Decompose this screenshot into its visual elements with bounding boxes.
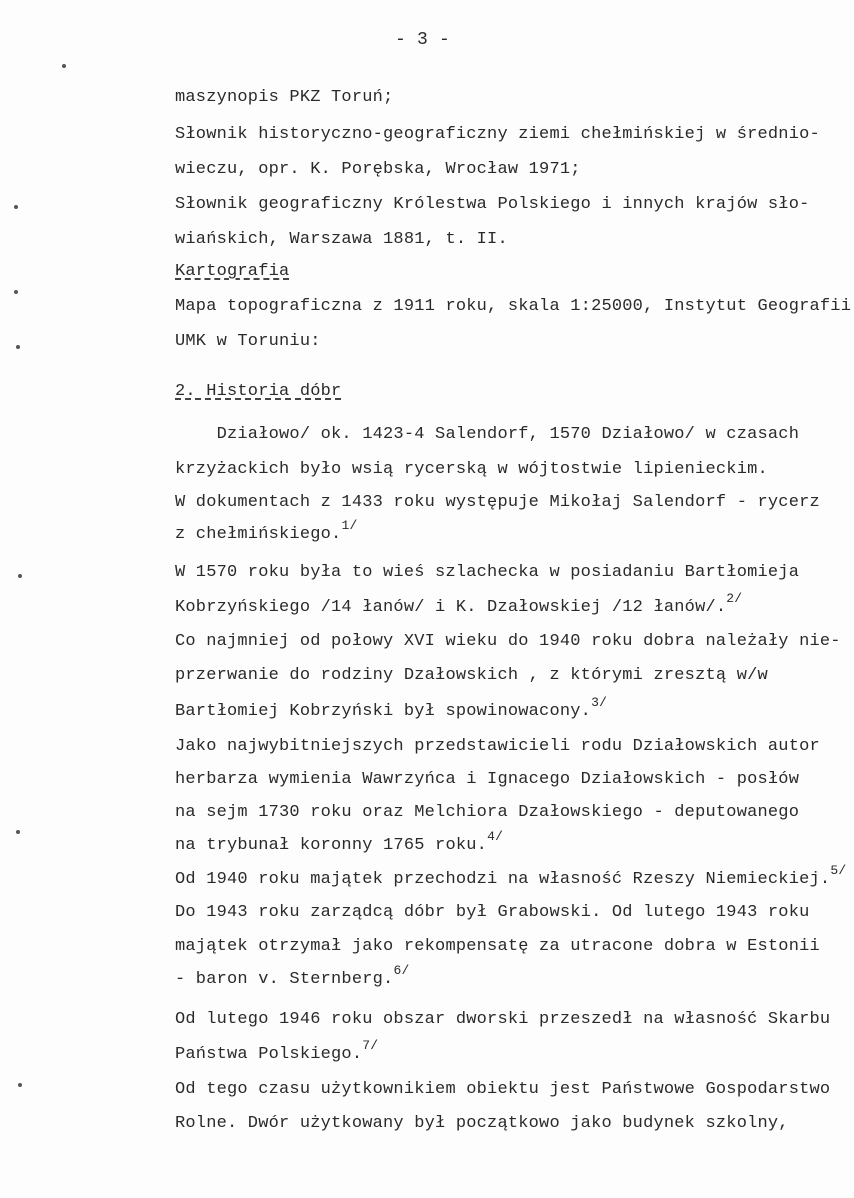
text-line bbox=[175, 770, 799, 790]
text-line bbox=[175, 737, 820, 757]
line-text: Od 1940 roku majątek przechodzi na własność Rzeszy Niemieckiej. bbox=[175, 870, 831, 889]
text-line bbox=[175, 963, 410, 990]
line-text: na trybunał koronny 1765 roku. bbox=[175, 836, 488, 855]
line-text: z chełmińskiego. bbox=[175, 525, 342, 544]
margin-mark bbox=[18, 574, 22, 578]
line-text: Rolne. Dwór użytkowany był początkowo jako budynek szkolny, bbox=[175, 1114, 789, 1133]
text-line bbox=[175, 425, 799, 445]
line-text: - baron v. Sternberg. bbox=[175, 970, 394, 989]
text-line bbox=[175, 695, 608, 722]
line-text: majątek otrzymał jako rekompensatę za utracone dobra w Estonii bbox=[175, 937, 820, 956]
line-text: maszynopis PKZ Toruń; bbox=[175, 88, 394, 107]
line-text: wieczu, opr. K. Porębska, Wrocław 1971; bbox=[175, 160, 581, 179]
text-line bbox=[175, 563, 799, 583]
text-line bbox=[175, 460, 768, 480]
margin-mark bbox=[14, 205, 18, 209]
text-line bbox=[175, 1080, 830, 1100]
footnote-ref: 3/ bbox=[591, 695, 608, 710]
line-text: Od tego czasu użytkownikiem obiektu jest Państwowe Gospodarstwo bbox=[175, 1080, 831, 1099]
line-text: Działowo/ ok. 1423-4 Salendorf, 1570 Działowo/ w czasach bbox=[175, 425, 800, 444]
text-line bbox=[175, 493, 820, 513]
text-line bbox=[175, 332, 321, 352]
text-line bbox=[175, 195, 810, 215]
footnote-ref: 2/ bbox=[726, 591, 743, 606]
text-line bbox=[175, 829, 504, 856]
section-heading bbox=[175, 262, 289, 282]
line-text: Od lutego 1946 roku obszar dworski przeszedł na własność Skarbu bbox=[175, 1010, 831, 1029]
text-line bbox=[175, 1038, 379, 1065]
text-line bbox=[175, 230, 508, 250]
text-line bbox=[175, 297, 851, 317]
text-line bbox=[175, 88, 393, 108]
line-text: Bartłomiej Kobrzyński był spowinowacony. bbox=[175, 702, 592, 721]
line-text: Do 1943 roku zarządcą dóbr był Grabowski. Od lutego 1943 roku bbox=[175, 903, 810, 922]
line-text: Kartografia bbox=[175, 262, 290, 281]
line-text: wiańskich, Warszawa 1881, t. II. bbox=[175, 230, 508, 249]
margin-mark bbox=[18, 1083, 22, 1087]
text-line bbox=[175, 1010, 830, 1030]
text-line bbox=[175, 125, 820, 145]
line-text: przerwanie do rodziny Dzałowskich , z którymi zresztą w/w bbox=[175, 666, 768, 685]
page-number: - 3 - bbox=[395, 30, 451, 50]
line-text: UMK w Toruniu: bbox=[175, 332, 321, 351]
text-line bbox=[175, 160, 581, 180]
text-line bbox=[175, 632, 841, 652]
line-text: W 1570 roku była to wieś szlachecka w posiadaniu Bartłomieja bbox=[175, 563, 800, 582]
text-line bbox=[175, 518, 358, 545]
footnote-ref: 6/ bbox=[393, 963, 410, 978]
footnote-ref: 1/ bbox=[341, 518, 358, 533]
line-text: na sejm 1730 roku oraz Melchiora Dzałowskiego - deputowanego bbox=[175, 803, 800, 822]
text-line bbox=[175, 863, 847, 890]
footnote-ref: 7/ bbox=[362, 1038, 379, 1053]
line-text: Słownik geograficzny Królestwa Polskiego i innych krajów sło- bbox=[175, 195, 810, 214]
line-text: Mapa topograficzna z 1911 roku, skala 1:25000, Instytut Geografii bbox=[175, 297, 852, 316]
line-text: herbarza wymienia Wawrzyńca i Ignacego Działowskich - posłów bbox=[175, 770, 800, 789]
margin-mark bbox=[16, 830, 20, 834]
line-text: Jako najwybitniejszych przedstawicieli rodu Działowskich autor bbox=[175, 737, 820, 756]
footnote-ref: 4/ bbox=[487, 829, 504, 844]
line-text: Co najmniej od połowy XVI wieku do 1940 roku dobra należały nie- bbox=[175, 632, 841, 651]
line-text: 2. Historia dóbr bbox=[175, 382, 342, 401]
line-text: Słownik historyczno-geograficzny ziemi chełmińskiej w średnio- bbox=[175, 125, 820, 144]
margin-mark bbox=[62, 64, 66, 68]
text-line bbox=[175, 937, 820, 957]
text-line bbox=[175, 591, 743, 618]
section-heading bbox=[175, 382, 341, 402]
text-line bbox=[175, 666, 768, 686]
text-line bbox=[175, 803, 799, 823]
text-line bbox=[175, 1114, 789, 1134]
line-text: Kobrzyńskiego /14 łanów/ i K. Dzałowskiej /12 łanów/. bbox=[175, 598, 727, 617]
line-text: W dokumentach z 1433 roku występuje Mikołaj Salendorf - rycerz bbox=[175, 493, 820, 512]
line-text: krzyżackich było wsią rycerską w wójtostwie lipienieckim. bbox=[175, 460, 768, 479]
margin-mark bbox=[16, 345, 20, 349]
line-text: Państwa Polskiego. bbox=[175, 1045, 363, 1064]
text-line bbox=[175, 903, 810, 923]
footnote-ref: 5/ bbox=[830, 863, 847, 878]
margin-mark bbox=[14, 290, 18, 294]
